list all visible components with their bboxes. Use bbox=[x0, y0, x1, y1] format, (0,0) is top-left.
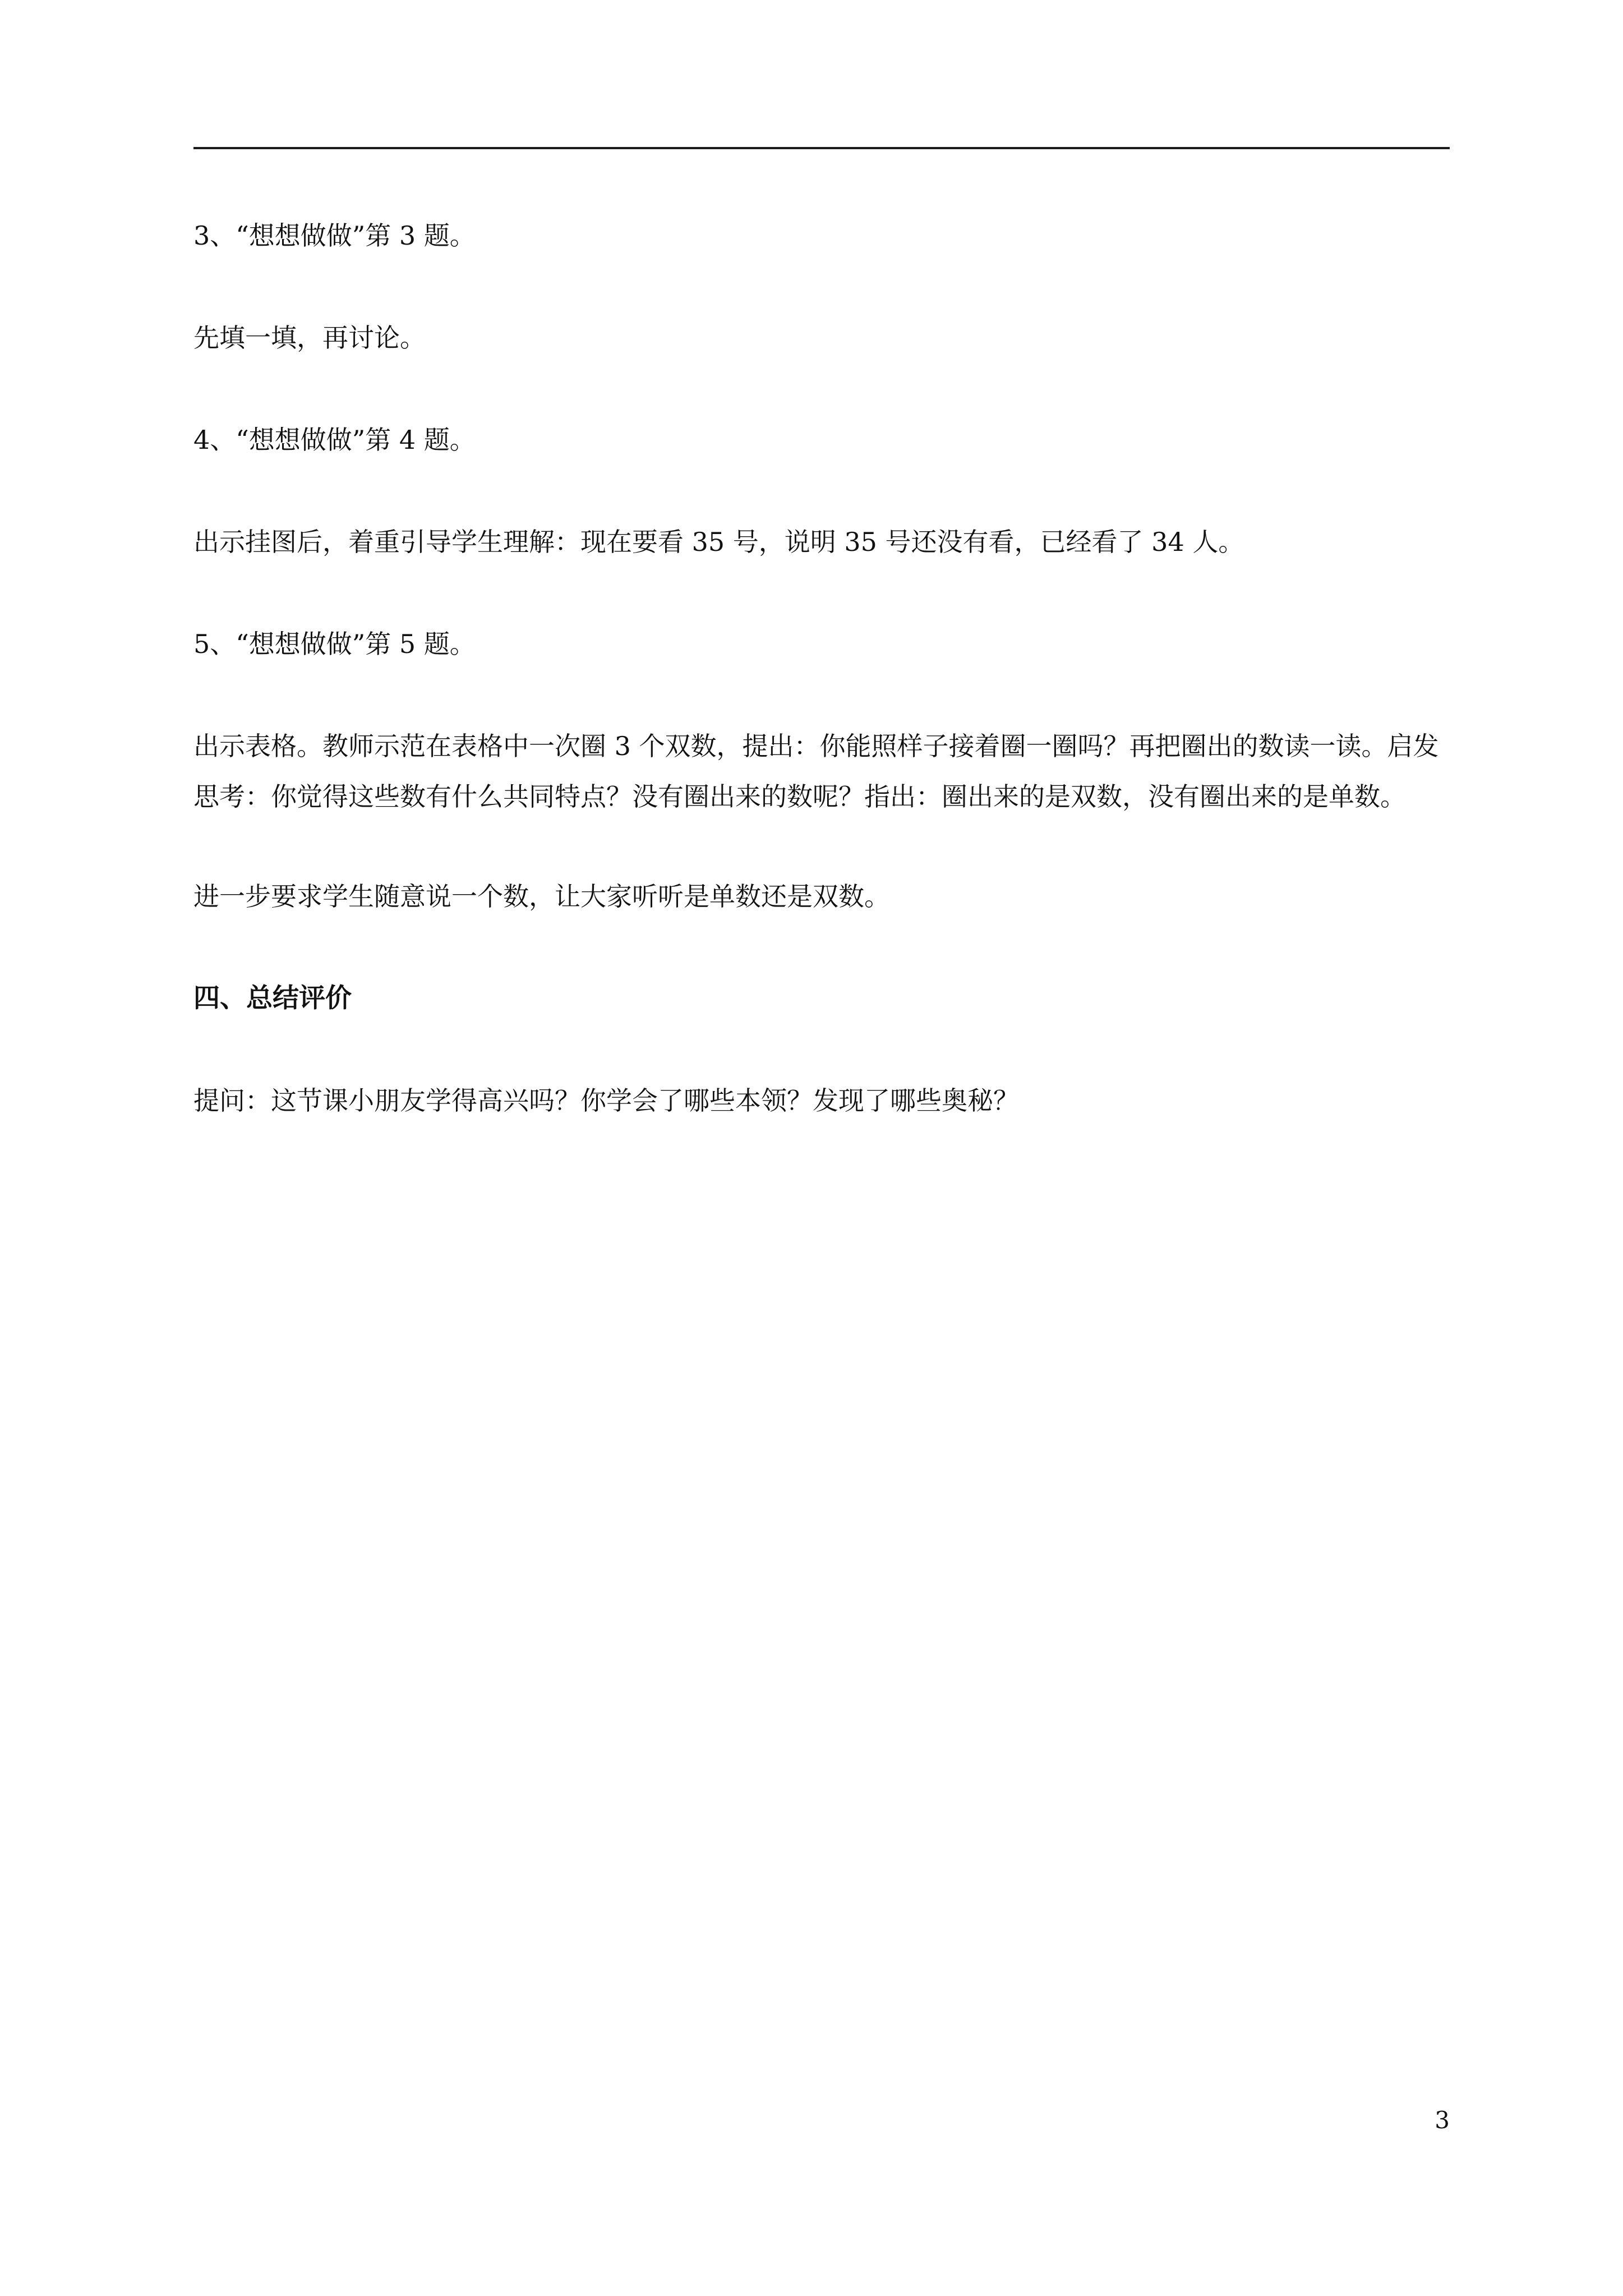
page-number: 3 bbox=[1435, 2106, 1450, 2134]
paragraph-closing-question: 提问：这节课小朋友学得高兴吗？你学会了哪些本领？发现了哪些奥秘？ bbox=[193, 1085, 1019, 1116]
paragraph-item-4: 4、“想想做做”第 4 题。 bbox=[193, 425, 476, 455]
paragraph-wall-chart: 出示挂图后，着重引导学生理解：现在要看 35 号，说明 35 号还没有看，已经看了 34 人。 bbox=[193, 527, 1244, 557]
paragraph-further-practice: 进一步要求学生随意说一个数，让大家听听是单数还是双数。 bbox=[193, 881, 890, 912]
paragraph-instruction-fill: 先填一填，再讨论。 bbox=[193, 323, 426, 353]
paragraph-item-5: 5、“想想做做”第 5 题。 bbox=[193, 629, 476, 659]
header-rule bbox=[193, 147, 1450, 149]
document-body bbox=[193, 210, 1444, 1126]
section-heading: 四、总结评价 bbox=[193, 983, 352, 1014]
paragraph-table-demo: 出示表格。教师示范在表格中一次圈 3 个双数，提出：你能照样子接着圈一圈吗？再把圈出的数读一读。启发思考：你觉得这些数有什么共同特点？没有圈出来的数呢？指出：圈出来的是双数，没有圈出来的是单数。 bbox=[193, 731, 1439, 812]
paragraph-item-3: 3、“想想做做”第 3 题。 bbox=[193, 220, 476, 251]
